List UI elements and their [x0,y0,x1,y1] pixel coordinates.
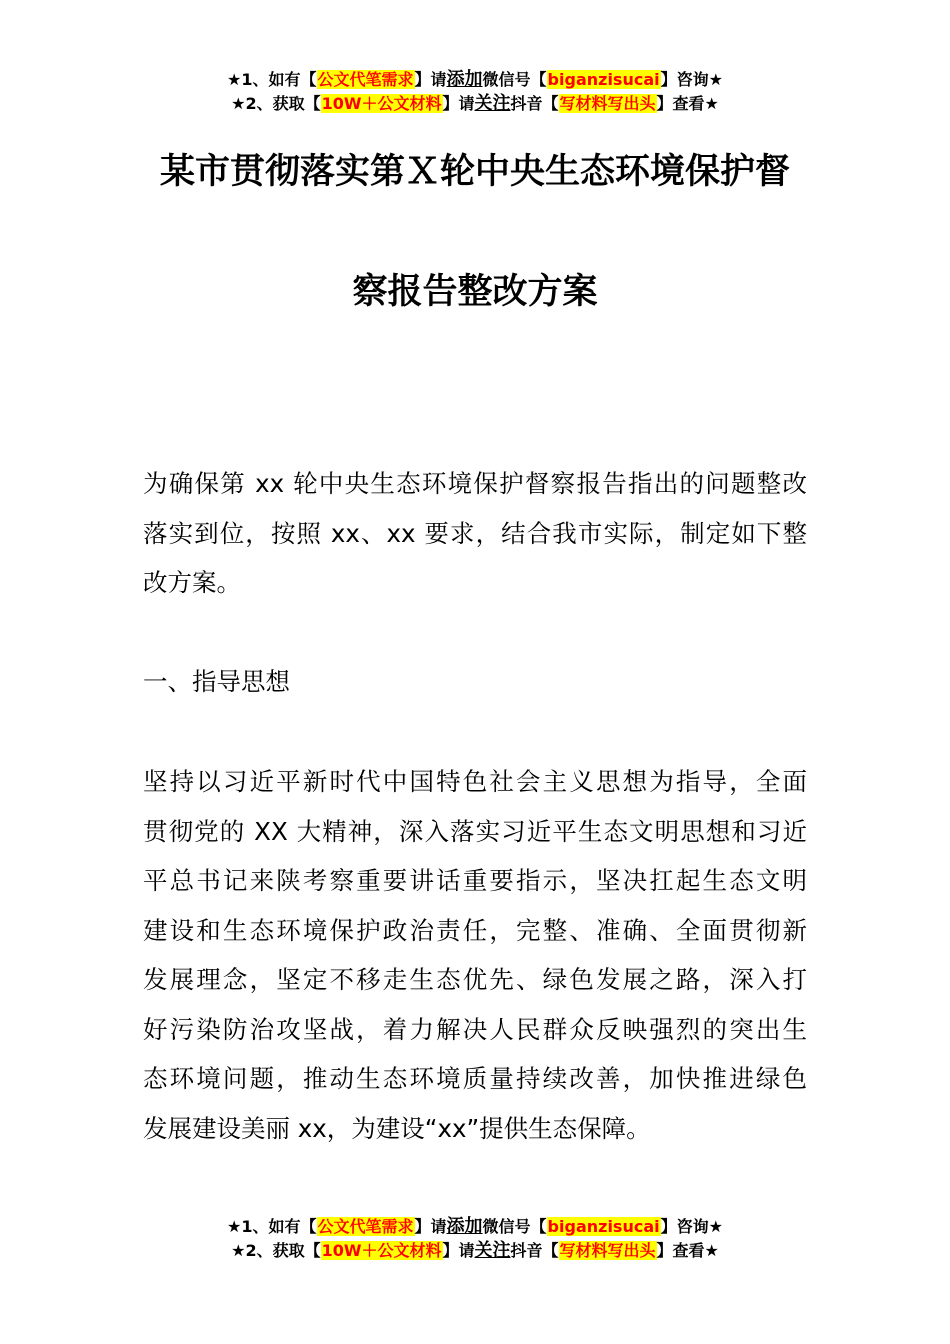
promo-text: 抖音【 [510,1241,559,1260]
promo-text: ★2、获取【 [231,1241,321,1260]
promo-text: 微信号【 [482,70,547,89]
promo-wechat-id: biganzisucai [547,70,660,89]
guiding-ideology-paragraph [143,757,807,1153]
promo-text: 】请 [414,70,447,89]
promo-text: 】请 [442,94,475,113]
promo-text: 】请 [414,1217,447,1236]
promo-line-1 [0,68,950,92]
paragraph-line: 坚持以习近平新时代中国特色社会主义思想为指导，全面 [143,767,807,796]
paragraph-line: 建设和生态环境保护政治责任，完整、准确、全面贯彻新 [143,915,807,945]
section-heading [143,657,807,707]
promo-emphasis: 添加 [446,69,483,90]
promo-text: 】咨询★ [660,1217,723,1236]
promo-emphasis: 添加 [446,1216,483,1237]
promo-highlight: 公文代笔需求 [317,70,414,89]
paragraph-line: 态环境问题，推动生态环境质量持续改善，加快推进绿色 [143,1064,807,1093]
promo-line-2 [0,1239,950,1263]
paragraph-line: 落实到位，按照 xx、xx 要求，结合我市实际，制定如下整 [143,518,807,548]
promo-text: 】咨询★ [660,70,723,89]
promo-wechat-id: biganzisucai [547,1217,660,1236]
document-title-line-2: 察报告整改方案 [352,272,598,312]
promo-text: 抖音【 [510,94,559,113]
paragraph-line: 好污染防治攻坚战，着力解决人民群众反映强烈的突出生 [143,1014,807,1044]
promo-text: ★2、获取【 [231,94,321,113]
promo-text: 】请 [442,1241,475,1260]
paragraph-line: 平总书记来陕考察重要讲话重要指示，坚决扛起生态文明 [143,866,807,895]
promo-text: 】查看★ [656,94,719,113]
promo-text: 微信号【 [482,1217,547,1236]
paragraph-line: 改方案。 [143,568,241,597]
promo-line-2 [0,92,950,116]
document-title-line-1: 某市贯彻落实第Ｘ轮中央生态环境保护督 [159,152,790,192]
promo-highlight: 10W＋公文材料 [321,1241,442,1260]
promo-emphasis: 关注 [474,1240,511,1261]
intro-paragraph [143,459,807,608]
promo-header [0,68,950,116]
promo-highlight: 10W＋公文材料 [321,94,442,113]
promo-line-1 [0,1215,950,1239]
promo-highlight: 公文代笔需求 [317,1217,414,1236]
promo-text: ★1、如有【 [227,1217,317,1236]
promo-douyin-id: 写材料写出头 [559,94,656,113]
section-heading-text: 一、指导思想 [143,667,290,696]
promo-emphasis: 关注 [474,93,511,114]
promo-footer [0,1215,950,1263]
paragraph-line: 为确保第 xx 轮中央生态环境保护督察报告指出的问题整改 [143,469,807,498]
paragraph-line: 贯彻党的 XX 大精神，深入落实习近平生态文明思想和习近 [143,816,807,846]
promo-text: 】查看★ [656,1241,719,1260]
promo-douyin-id: 写材料写出头 [559,1241,656,1260]
promo-text: ★1、如有【 [227,70,317,89]
paragraph-line: 发展建设美丽 xx，为建设“xx”提供生态保障。 [143,1113,651,1143]
paragraph-line: 发展理念，坚定不移走生态优先、绿色发展之路，深入打 [143,965,807,994]
